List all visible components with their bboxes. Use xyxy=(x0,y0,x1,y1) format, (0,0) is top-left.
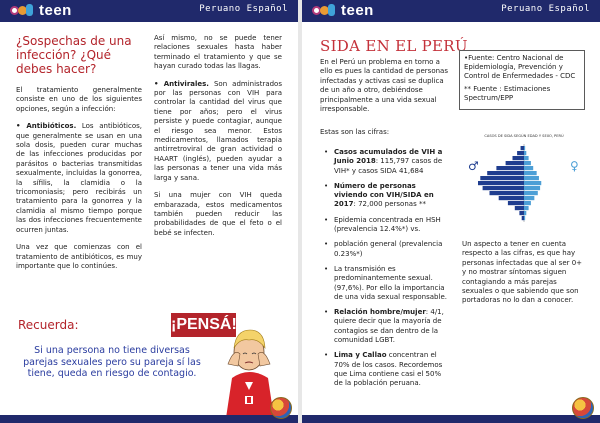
antivirals-label: • Antivirales. xyxy=(154,79,209,88)
edition-tag: Peruano Español xyxy=(199,4,288,14)
logo-mark-icon xyxy=(10,3,36,19)
pyramid-bar-right xyxy=(524,211,526,215)
antivirals-paragraph xyxy=(154,80,282,183)
edition-tag: Peruano Español xyxy=(501,4,590,14)
think-banner: ¡PENSÁ! xyxy=(171,313,236,337)
pyramid-svg xyxy=(462,140,586,228)
pregnancy-text: Si una mujer con VIH queda embarazada, estos medicamentos también pueden reducir las probabilidades de que el feto o el bebé se infecten. xyxy=(154,191,282,237)
remember-message: Si una persona no tiene diversas parejas sexuales pero su pareja sí las tiene, queda en riesgo de contagio. xyxy=(23,345,201,380)
continue-treatment: Una vez que comienzas con el tratamiento de antibióticos, es muy importante que lo continúes. xyxy=(16,243,142,270)
pyramid-bar-left xyxy=(517,151,524,155)
pyramid-bar-right xyxy=(524,156,529,160)
pyramid-bar-right xyxy=(524,191,538,195)
stats-list xyxy=(324,148,449,395)
pyramid-bar-right xyxy=(524,161,531,165)
antibiotics-paragraph xyxy=(16,122,142,235)
left-column-2 xyxy=(154,34,282,246)
badge-icon xyxy=(270,397,292,419)
pyramid-bar-right xyxy=(524,146,525,150)
list-item: • La transmisión es predominantemente sexual. (97,6%). Por ello la importancia de una vida sexual responsable. xyxy=(324,265,449,302)
teen-logo xyxy=(10,2,72,19)
female-icon: ♀ xyxy=(570,159,579,173)
list-item: • población general (prevalencia 0.23%*) xyxy=(324,240,449,259)
antibiotics-label: • Antibióticos. xyxy=(16,122,77,131)
list-item: • Relación hombre/mujer: 4/1, quiere decir que la mayoría de contagios se dan dentro de la comunidad LGBT. xyxy=(324,308,449,345)
top-bar xyxy=(0,0,298,22)
brand-name: teen xyxy=(341,2,374,19)
pyramid-bar-left xyxy=(522,216,524,220)
list-item: • Lima y Callao concentran el 70% de los casos. Recordemos que Lima contiene casi el 50% de la población peruana. xyxy=(324,351,449,388)
age-sex-pyramid-chart xyxy=(462,134,586,230)
pyramid-bar-left xyxy=(483,186,524,190)
left-column-1 xyxy=(16,34,142,279)
pyramid-bar-left xyxy=(499,196,524,200)
source-line-2: ** Fuente : Estimaciones Spectrum/EPP xyxy=(464,84,551,102)
pyramid-bar-right xyxy=(524,151,526,155)
teen-logo xyxy=(312,2,374,19)
badge-icon xyxy=(572,397,594,419)
top-bar xyxy=(302,0,600,22)
pyramid-bar-left xyxy=(506,161,524,165)
chart-title: CASOS DE SIDA SEGÚN EDAD Y SEXO, PERÚ xyxy=(484,134,564,138)
pyramid-bar-right xyxy=(524,171,537,175)
pyramid-bar-left xyxy=(480,176,524,180)
figures-heading: Estas son las cifras: xyxy=(320,128,390,136)
left-page xyxy=(0,0,298,423)
pyramid-bar-right xyxy=(524,206,529,210)
antibiotics-text: Los antibióticos, que generalmente se usan en una sola dosis, pueden curar muchas de las infecciones producidas por parásitos o bacterias transmitidas sexualmente, incluidas la gonorrea, la sífilis, la clamidia o la tricomoniasis; pero recibirás un tratamiento para la gonorrea y la clamidia al mismo tiempo porque las dos infecciones frecuentemente ocurren juntas. xyxy=(16,122,143,234)
male-icon: ♂ xyxy=(468,159,479,173)
antivirals-text: Son administrados por las personas con VIH para controlar la cantidad del virus que tiene por años; pero el virus persiste y puede contagiar, aunque el riesgo sea menor. Estos medicamentos, llamados terapia antirretroviral de gran actividad o HAART (inglés), pueden ayudar a las personas a tener una vida más larga y sana. xyxy=(154,79,282,182)
section-title: SIDA EN EL PERÚ xyxy=(320,37,468,55)
pyramid-bar-left xyxy=(496,166,524,170)
bottom-bar xyxy=(0,415,298,423)
pyramid-bar-right xyxy=(524,186,540,190)
pyramid-bar-right xyxy=(524,196,534,200)
list-item: • Epidemia concentrada en HSH (prevalencia 12.4%*) vs. xyxy=(324,216,449,235)
brand-name: teen xyxy=(39,2,72,19)
source-box xyxy=(459,50,585,110)
pyramid-bar-left xyxy=(513,156,525,160)
right-page xyxy=(302,0,600,423)
pyramid-bar-left xyxy=(487,171,524,175)
bottom-bar xyxy=(302,415,600,423)
pyramid-bar-left xyxy=(519,211,524,215)
remember-label: Recuerda: xyxy=(18,318,79,332)
pyramid-bar-right xyxy=(524,181,541,185)
source-line-1: •Fuente: Centro Nacional de Epidemiología, Prevención y Control de Enfermedades - CDC xyxy=(464,54,576,81)
pyramid-bar-left xyxy=(490,191,525,195)
list-item: • Casos acumulados de VIH a Junio 2018: 115,797 casos de VIH* y casos SIDA 41,684 xyxy=(324,148,449,176)
pyramid-bar-left xyxy=(508,201,524,205)
intro-paragraph: En el Perú un problema en torno a ello es pues la cantidad de personas infectadas y activas casi se duplica de un año a otro, debiéndose principalmente a una vida sexual irresponsable. xyxy=(320,58,448,114)
question-title: ¿Sospechas de una infección? ¿Qué debes hacer? xyxy=(16,34,132,76)
pyramid-bar-left xyxy=(521,146,524,150)
pyramid-bar-right xyxy=(524,216,525,220)
aspect-paragraph: Un aspecto a tener en cuenta respecto a las cifras, es que hay personas infectadas que al ser 0+ y no mostrar síntomas siguen contagiando a más parejas sexuales o que sabiendo que son portadoras no lo dan a conocer. xyxy=(462,240,583,305)
logo-mark-icon xyxy=(312,3,338,19)
pyramid-bar-right xyxy=(524,166,533,170)
treatment-intro: El tratamiento generalmente consiste en uno de los siguientes opciones, según a infección: xyxy=(16,86,142,113)
no-relations-text: Así mismo, no se puede tener relaciones sexuales hasta haber terminado el tratamiento y que se hayan curado todas las llagas. xyxy=(154,34,282,71)
pyramid-bar-right xyxy=(524,176,539,180)
pyramid-bar-left xyxy=(515,206,524,210)
list-item: • Número de personas viviendo con VIH/SIDA en 2017: 72,000 personas ** xyxy=(324,182,449,210)
pyramid-bar-left xyxy=(478,181,524,185)
pyramid-bar-right xyxy=(524,201,531,205)
